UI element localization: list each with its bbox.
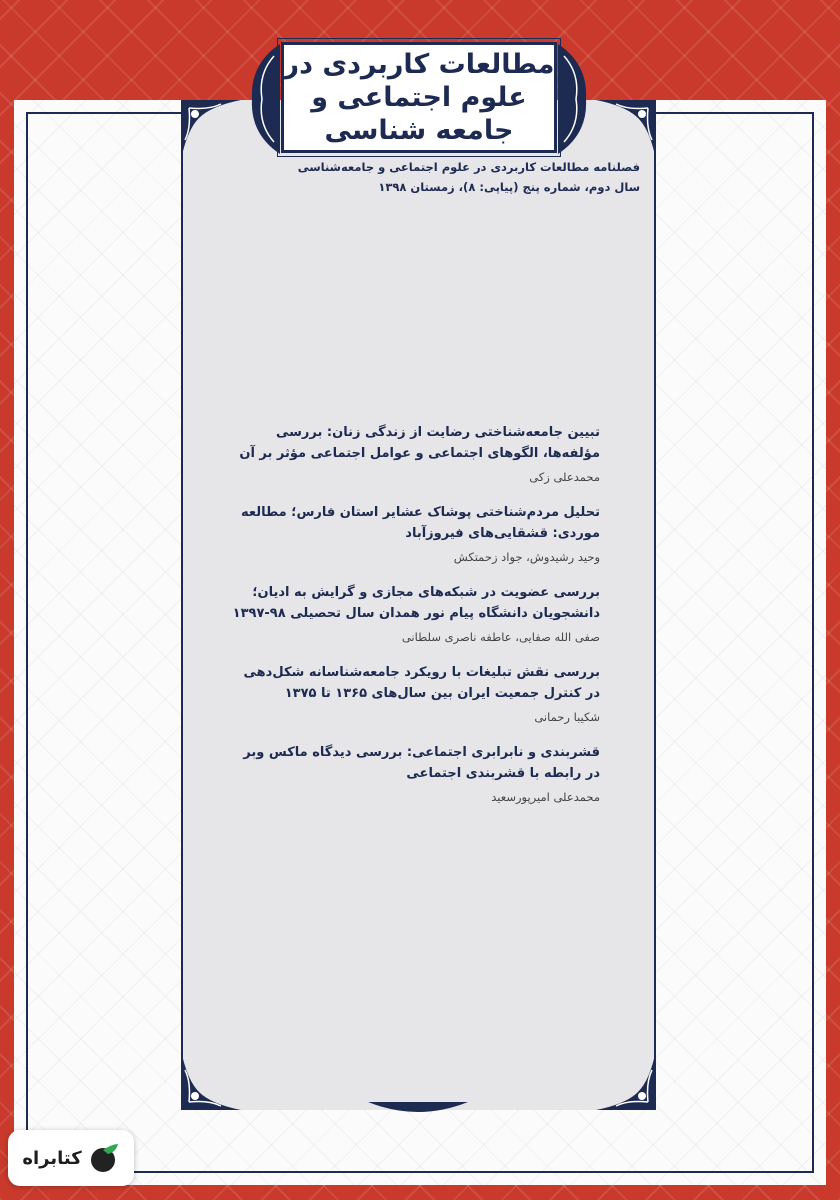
ornament-bottom-left-icon bbox=[181, 1050, 241, 1110]
journal-issue: سال دوم، شماره پنج (پیاپی: ۸)، زمستان ۱۳۹۸ bbox=[378, 180, 640, 194]
ornament-top-left-icon bbox=[181, 100, 241, 160]
ornament-bottom-right-icon bbox=[596, 1050, 656, 1110]
kitabrah-logo-text: کتابراه bbox=[22, 1147, 82, 1169]
ornament-top-right-icon bbox=[596, 100, 656, 160]
article-authors: وحید رشیدوش، جواد زحمتکش bbox=[453, 550, 600, 564]
article-authors: محمدعلی امیرپورسعید bbox=[491, 790, 600, 804]
article-entry[interactable] bbox=[225, 502, 600, 567]
article-entry[interactable] bbox=[225, 422, 600, 487]
article-entry[interactable] bbox=[225, 662, 600, 727]
journal-title-line-1: مطالعات کاربردی در bbox=[283, 49, 555, 80]
article-title[interactable]: قشربندی و نابرابری اجتماعی: بررسی دیدگاه ماکس وبر در رابطه با قشربندی اجتماعی bbox=[243, 745, 600, 781]
table-of-contents bbox=[225, 422, 600, 822]
article-title[interactable]: تحلیل مردم‌شناختی پوشاک عشایر استان فارس؛ مطالعه موردی: قشقایی‌های فیروزآباد bbox=[241, 505, 600, 541]
journal-subtitle: فصلنامه مطالعات کاربردی در علوم اجتماعی و جامعه‌شناسی bbox=[297, 160, 640, 174]
ornament-title-left-icon bbox=[240, 44, 280, 154]
ornament-bottom-center-icon bbox=[368, 1102, 468, 1116]
article-title[interactable]: تبیین جامعه‌شناختی رضایت از زندگی زنان: بررسی مؤلفه‌ها، الگوهای اجتماعی و عوامل اجتماعی مؤثر بر آن bbox=[239, 425, 600, 461]
journal-title-line-3: جامعه شناسی bbox=[324, 115, 514, 146]
ornament-title-right-icon bbox=[558, 44, 598, 154]
article-authors: محمدعلی زکی bbox=[529, 470, 600, 484]
article-authors: صفی الله صفایی، عاطفه ناصری سلطانی bbox=[401, 630, 600, 644]
kitabrah-logo-icon bbox=[88, 1140, 120, 1176]
article-title[interactable]: بررسی نقش تبلیغات با رویکرد جامعه‌شناسانه شکل‌دهی در کنترل جمعیت ایران بین سال‌های ۱۳۶۵ تا ۱۳۷۵ bbox=[243, 665, 600, 701]
kitabrah-logo-badge[interactable] bbox=[8, 1130, 134, 1186]
article-authors: شکیبا رحمانی bbox=[534, 710, 600, 724]
article-title[interactable]: بررسی عضویت در شبکه‌های مجازی و گرایش به ادیان؛ دانشجویان دانشگاه پیام نور همدان سال تحصیلی ۹۸-۱۳۹۷ bbox=[232, 585, 600, 621]
article-entry[interactable] bbox=[225, 582, 600, 647]
journal-title-line-2: علوم اجتماعی و bbox=[311, 82, 527, 113]
article-entry[interactable] bbox=[225, 742, 600, 807]
journal-title-box bbox=[281, 42, 557, 153]
